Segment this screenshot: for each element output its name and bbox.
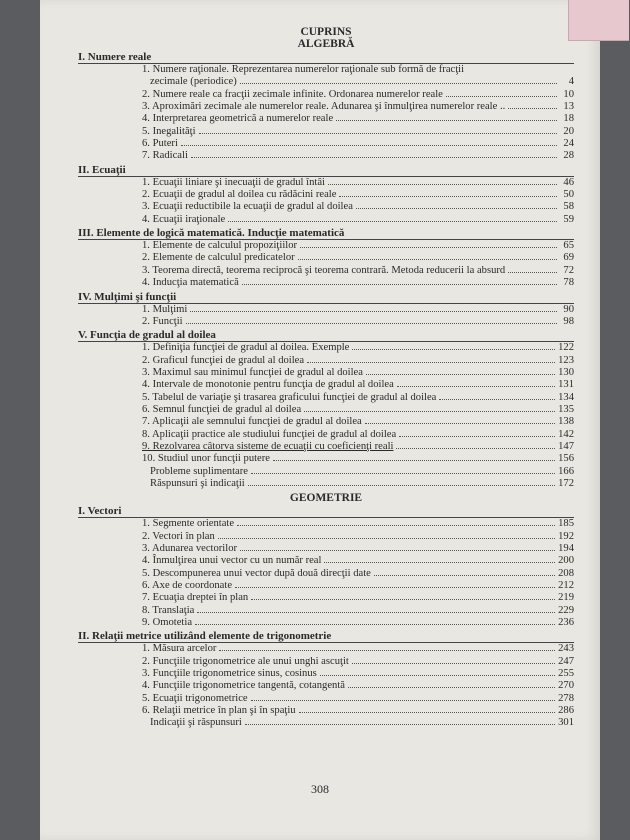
entry-label: 3. Adunarea vectorilor bbox=[142, 543, 238, 554]
section-heading: I. Numere reale bbox=[78, 51, 152, 63]
page-number: 308 bbox=[311, 782, 329, 796]
toc-entry bbox=[78, 717, 574, 729]
dot-leader bbox=[190, 311, 557, 312]
entry-label: 10. Studiul unor funcţii putere bbox=[142, 453, 270, 465]
entry-page: 69 bbox=[563, 252, 574, 264]
entry-label: 6. Puteri bbox=[142, 138, 178, 150]
dot-leader bbox=[218, 538, 555, 539]
entry-label: 4. Inducţia matematică bbox=[142, 277, 239, 289]
dot-leader bbox=[251, 473, 555, 474]
toc-entry bbox=[78, 89, 574, 101]
dot-leader bbox=[248, 485, 555, 486]
entry-label: 5. Inegalităţi bbox=[142, 125, 196, 137]
entry-label: 9. Rezolvarea câtorva sisteme de ecuaţii cu coeficienţi reali bbox=[142, 440, 394, 452]
entry-label: Indicaţii şi răspunsuri bbox=[150, 717, 242, 729]
entry-page: 135 bbox=[558, 403, 574, 415]
entry-label: 5. Ecuaţii trigonometrice bbox=[142, 692, 248, 704]
dot-leader bbox=[240, 83, 557, 84]
toc-entry bbox=[78, 705, 574, 717]
entry-page: 4 bbox=[568, 76, 574, 88]
dot-leader bbox=[374, 575, 555, 576]
entry-label: Probleme suplimentare bbox=[150, 465, 248, 477]
dot-leader bbox=[324, 562, 555, 563]
dot-leader bbox=[328, 184, 557, 185]
toc-entry bbox=[78, 138, 574, 150]
toc-entry bbox=[78, 580, 574, 592]
dot-leader bbox=[219, 650, 555, 651]
entry-label: 2. Numere reale ca fracţii zecimale infinite. Ordonarea numerelor reale bbox=[142, 88, 443, 100]
entry-page: 18 bbox=[563, 113, 574, 125]
dot-leader bbox=[186, 323, 557, 324]
entry-page: 28 bbox=[563, 150, 574, 162]
entry-label: 4. Interpretarea geometrică a numerelor reale bbox=[142, 113, 334, 125]
entry-label: 6. Axe de coordonate bbox=[142, 580, 233, 592]
toc-entry bbox=[78, 367, 574, 379]
entry-page: 131 bbox=[558, 379, 574, 391]
entry-label: 1. Măsura arcelor bbox=[142, 643, 217, 655]
entry-page: 50 bbox=[563, 189, 574, 201]
dot-leader bbox=[197, 612, 555, 613]
entry-label: 8. Translaţia bbox=[142, 604, 195, 616]
entry-page: 270 bbox=[558, 680, 574, 692]
entry-page: 13 bbox=[563, 101, 574, 113]
entry-label: 7. Radicali bbox=[142, 150, 188, 162]
toc-entry bbox=[78, 441, 574, 453]
toc-entry bbox=[78, 176, 574, 189]
section-heading: V. Funcţia de gradul al doilea bbox=[78, 329, 216, 342]
entry-label: 3. Teorema directă, teorema reciprocă şi teorema contrară. Metoda reducerii la absurd bbox=[142, 264, 506, 276]
toc-entry bbox=[78, 214, 574, 226]
toc-entry bbox=[78, 656, 574, 668]
dot-leader bbox=[366, 374, 555, 375]
section-heading: II. Relaţii metrice utilizând elemente de trigonometrie bbox=[78, 630, 332, 643]
toc-entry bbox=[78, 265, 574, 277]
entry-label: 4. Funcţiile trigonometrice tangentă, cotangentă bbox=[142, 680, 345, 692]
entry-page: 194 bbox=[558, 543, 574, 554]
entry-page: 20 bbox=[563, 125, 574, 137]
section-heading: III. Elemente de logică matematică. Inducţie matematică bbox=[78, 227, 345, 240]
sticky-tab bbox=[568, 0, 629, 41]
dot-leader bbox=[348, 687, 555, 688]
toc-entry bbox=[78, 605, 574, 617]
dot-leader bbox=[365, 423, 555, 424]
toc-entry bbox=[78, 63, 574, 89]
dot-leader bbox=[307, 362, 555, 363]
entry-label: 4. Ecuaţii iraţionale bbox=[142, 213, 226, 225]
dot-leader bbox=[195, 624, 555, 625]
toc-entry bbox=[78, 429, 574, 441]
dot-leader bbox=[199, 133, 557, 134]
entry-label: 1. Mulţimi bbox=[142, 303, 188, 315]
dot-leader bbox=[245, 724, 555, 725]
entry-page: 46 bbox=[563, 176, 574, 188]
entry-label: 1. Definiţia funcţiei de gradul al doilea. Exemple bbox=[142, 342, 350, 354]
entry-label: 8. Aplicaţii practice ale studiului funcţiei de gradul al doilea bbox=[142, 428, 397, 440]
entry-label: 7. Aplicaţii ale semnului funcţiei de gradul al doilea bbox=[142, 416, 362, 428]
dot-leader bbox=[356, 208, 557, 209]
toc-entry bbox=[78, 517, 574, 530]
entry-label: 5. Descompunerea unui vector după două direcţii date bbox=[142, 567, 371, 579]
entry-page: 172 bbox=[558, 477, 574, 489]
entry-page: 286 bbox=[558, 705, 574, 717]
entry-page: 10 bbox=[563, 88, 574, 100]
entry-label: 6. Relaţii metrice în plan şi în spaţiu bbox=[142, 705, 296, 717]
book-page bbox=[40, 0, 600, 840]
entry-page: 278 bbox=[558, 692, 574, 704]
entry-label: 2. Funcţiile trigonometrice ale unui unghi ascuţit bbox=[142, 655, 349, 667]
toc-entry bbox=[78, 404, 574, 416]
dot-leader bbox=[339, 196, 557, 197]
toc-entry bbox=[78, 555, 574, 567]
toc-entry bbox=[78, 617, 574, 629]
entry-page: 185 bbox=[558, 518, 574, 530]
entry-page: 301 bbox=[558, 717, 574, 729]
algebra-list bbox=[78, 51, 574, 490]
geometry-list bbox=[78, 505, 574, 730]
dot-leader bbox=[235, 587, 555, 588]
toc-entry bbox=[78, 316, 574, 328]
toc-entry bbox=[78, 453, 574, 465]
entry-label: 3. Aproximări zecimale ale numerelor reale. Adunarea şi înmulţirea numerelor reale .. bbox=[142, 101, 506, 113]
dot-leader bbox=[300, 247, 557, 248]
entry-page: 72 bbox=[563, 264, 574, 276]
entry-label: 4. Intervale de monotonie pentru funcţia de gradul al doilea bbox=[142, 379, 394, 391]
entry-label: 9. Omotetia bbox=[142, 617, 193, 629]
table-of-contents bbox=[78, 26, 574, 730]
entry-page: 229 bbox=[558, 604, 574, 616]
toc-entry bbox=[78, 478, 574, 490]
entry-page: 212 bbox=[558, 580, 574, 592]
entry-label: 2. Graficul funcţiei de gradul al doilea bbox=[142, 354, 305, 366]
dot-leader bbox=[298, 259, 557, 260]
dot-leader bbox=[446, 96, 557, 97]
toc-entry bbox=[78, 693, 574, 705]
toc-entry bbox=[78, 150, 574, 162]
entry-page: 24 bbox=[563, 138, 574, 150]
dot-leader bbox=[304, 411, 555, 412]
toc-entry bbox=[78, 668, 574, 680]
dot-leader bbox=[336, 120, 557, 121]
dot-leader bbox=[320, 675, 555, 676]
dot-leader bbox=[242, 284, 557, 285]
toc-entry bbox=[78, 303, 574, 316]
toc-entry bbox=[78, 543, 574, 555]
dot-leader bbox=[396, 448, 555, 449]
entry-label: 1. Elemente de calculul propoziţiilor bbox=[142, 240, 298, 252]
section-heading: I. Vectori bbox=[78, 505, 122, 518]
dot-leader bbox=[508, 272, 557, 273]
entry-label: 7. Ecuaţia dreptei în plan bbox=[142, 592, 249, 604]
entry-page: 166 bbox=[558, 465, 574, 477]
toc-entry bbox=[78, 277, 574, 289]
section-heading: IV. Mulţimi şi funcţii bbox=[78, 290, 177, 303]
entry-label: 2. Vectori în plan bbox=[142, 530, 215, 542]
entry-label: 1. Segmente orientate bbox=[142, 518, 235, 530]
entry-label: 2. Elemente de calculul predicatelor bbox=[142, 252, 295, 264]
entry-page: 192 bbox=[558, 530, 574, 542]
toc-entry bbox=[78, 341, 574, 354]
entry-label: 4. Înmulţirea unui vector cu un număr real bbox=[142, 555, 322, 567]
dot-leader bbox=[237, 525, 555, 526]
entry-label: 5. Tabelul de variaţie şi trasarea graficului funcţiei de gradul al doilea bbox=[142, 391, 437, 403]
dot-leader bbox=[228, 221, 557, 222]
entry-page: 138 bbox=[558, 416, 574, 428]
dot-leader bbox=[299, 712, 556, 713]
toc-entry bbox=[78, 201, 574, 213]
entry-page: 59 bbox=[563, 213, 574, 225]
toc-entry bbox=[78, 392, 574, 404]
toc-entry bbox=[78, 592, 574, 604]
entry-page: 123 bbox=[558, 354, 574, 366]
entry-page: 78 bbox=[563, 277, 574, 289]
dot-leader bbox=[352, 349, 555, 350]
entry-label: 3. Funcţiile trigonometrice sinus, cosinus bbox=[142, 668, 317, 680]
toc-entry bbox=[78, 355, 574, 367]
dot-leader bbox=[240, 550, 555, 551]
entry-label: 6. Semnul funcţiei de gradul al doilea bbox=[142, 403, 302, 415]
toc-entry bbox=[78, 531, 574, 543]
toc-entry bbox=[78, 416, 574, 428]
entry-page: 65 bbox=[563, 240, 574, 252]
dot-leader bbox=[399, 436, 555, 437]
dot-leader bbox=[508, 108, 557, 109]
toc-entry bbox=[78, 466, 574, 478]
dot-leader bbox=[273, 460, 555, 461]
entry-page: 134 bbox=[558, 391, 574, 403]
entry-page: 247 bbox=[558, 655, 574, 667]
toc-entry bbox=[78, 568, 574, 580]
dot-leader bbox=[191, 157, 557, 158]
toc-entry bbox=[78, 252, 574, 264]
entry-page: 90 bbox=[563, 303, 574, 315]
entry-page: 219 bbox=[558, 592, 574, 604]
entry-label: 1. Numere raţionale. Reprezentarea numerelor raţionale sub formă de fracţii bbox=[142, 64, 465, 75]
entry-page: 200 bbox=[558, 555, 574, 567]
geometry-title: GEOMETRIE bbox=[289, 492, 363, 505]
entry-label: 3. Ecuaţii reductibile la ecuaţii de gradul al doilea bbox=[142, 201, 353, 213]
toc-entry bbox=[78, 113, 574, 125]
entry-label: Răspunsuri şi indicaţii bbox=[150, 477, 245, 489]
entry-page: 122 bbox=[558, 342, 574, 354]
dot-leader bbox=[439, 399, 555, 400]
entry-page: 156 bbox=[558, 453, 574, 465]
dot-leader bbox=[352, 663, 555, 664]
entry-page: 255 bbox=[558, 668, 574, 680]
toc-entry bbox=[78, 189, 574, 201]
entry-page: 208 bbox=[558, 567, 574, 579]
entry-label: 2. Ecuaţii de gradul al doilea cu rădăcini reale bbox=[142, 189, 337, 201]
entry-page: 243 bbox=[558, 643, 574, 655]
toc-entry bbox=[78, 239, 574, 252]
toc-entry bbox=[78, 126, 574, 138]
dot-leader bbox=[251, 599, 555, 600]
entry-page: 236 bbox=[558, 617, 574, 629]
dot-leader bbox=[251, 700, 556, 701]
entry-label: 2. Funcţii bbox=[142, 315, 183, 327]
entry-label: 3. Maximul sau minimul funcţiei de gradul al doilea bbox=[142, 366, 363, 378]
entry-label-continued: zecimale (periodice) bbox=[150, 76, 237, 88]
toc-entry bbox=[78, 101, 574, 113]
dot-leader bbox=[181, 145, 557, 146]
contents-title: CUPRINS bbox=[300, 26, 352, 38]
entry-page: 58 bbox=[563, 201, 574, 213]
algebra-title: ALGEBRĂ bbox=[297, 38, 355, 50]
toc-entry bbox=[78, 379, 574, 391]
entry-page: 147 bbox=[558, 440, 574, 452]
entry-page: 98 bbox=[563, 315, 574, 327]
section-heading: II. Ecuaţii bbox=[78, 163, 126, 176]
entry-page: 130 bbox=[558, 366, 574, 378]
dot-leader bbox=[397, 386, 555, 387]
entry-page: 142 bbox=[558, 428, 574, 440]
toc-entry bbox=[78, 680, 574, 692]
entry-label: 1. Ecuaţii liniare şi inecuaţii de gradul întâi bbox=[142, 176, 325, 188]
toc-entry bbox=[78, 642, 574, 655]
